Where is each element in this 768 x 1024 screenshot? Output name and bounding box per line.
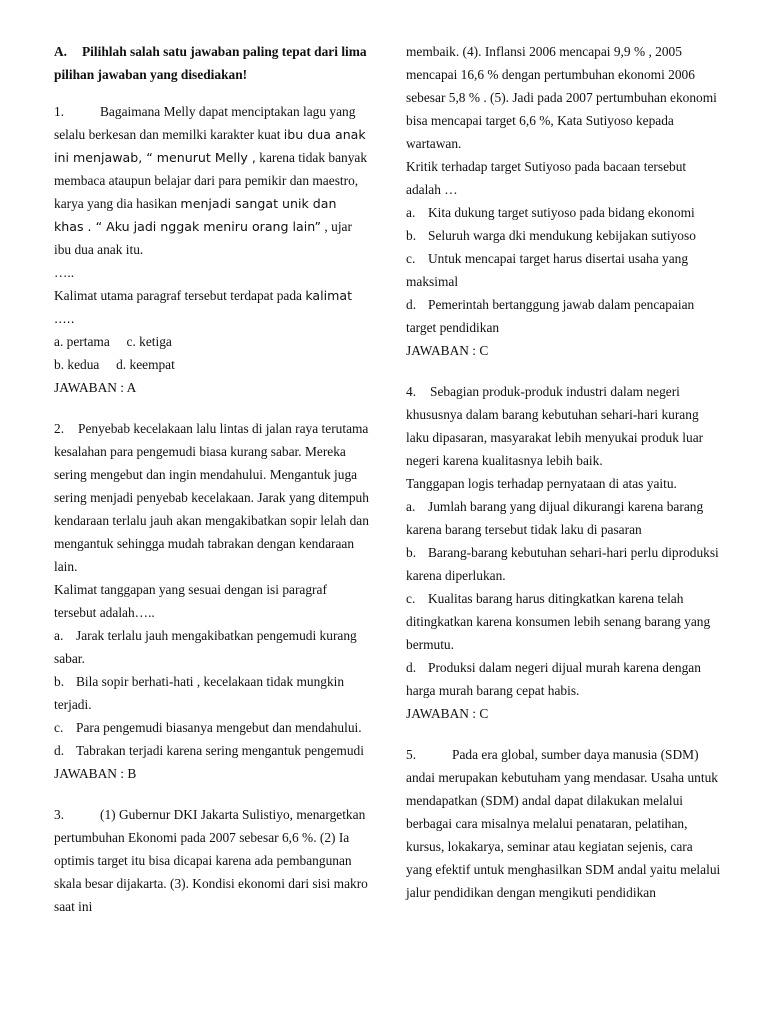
passage-text: Pada era global, sumber daya manusia (SDM) andai merupakan kebutuham yang mendasar. Usaha untuk mendapatkan (SDM) andal dapat dilakukan melalui berbagai cara misalnya melalui penataran, pelatihan, kursus, lokakarya, seminar atau kegiatan sejenis, cara yang efektif untuk menghasilkan SDM andal yaitu melalui jalur pendidikan dengan mengikuti pendidikan (406, 747, 721, 900)
option-a[interactable] (406, 201, 722, 224)
passage-text: Sebagian produk-produk industri dalam negeri khususnya dalam barang kebutuhan sehari-hari kurang laku dipasaran, masyarakat lebih menyukai produk luar negeri karena kualitasnya lebih baik. (406, 384, 704, 468)
section-label: A. (54, 44, 68, 59)
option-letter: d. (406, 297, 417, 312)
section-heading (54, 40, 370, 86)
passage-text: Penyebab kecelakaan lalu lintas di jalan raya terutama kesalahan para pengemudi biasa kurang sabar. Mereka sering mengebut dan ingin mendahului. Mengantuk juga sering menjadi penyebab kecelakaan. Jarak yang ditempuh kendaraan terlalu jauh akan mengakibatkan sopir lelah dan mengantuk sehingga mudah tabrakan dengan kendaraan lain. (54, 421, 369, 574)
question-5-passage (406, 743, 722, 904)
answer-key: JAWABAN : A (54, 380, 137, 395)
option-text: Kita dukung target sutiyoso pada bidang ekonomi (428, 205, 695, 220)
option-text: Seluruh warga dki mendukung kebijakan sutiyoso (428, 228, 696, 243)
question-4-passage (406, 380, 722, 472)
option-letter: c. (54, 720, 64, 735)
question-3-prompt: Kritik terhadap target Sutiyoso pada bacaan tersebut adalah … (406, 159, 687, 197)
option-letter: d. (54, 743, 65, 758)
option-text: Pemerintah bertanggung jawab dalam pencapaian target pendidikan (406, 297, 695, 335)
answer-key: JAWABAN : B (54, 766, 137, 781)
prompt-text: Kalimat utama paragraf tersebut terdapat pada (54, 288, 306, 303)
option-text: Bila sopir berhati-hati , kecelakaan tidak mungkin terjadi. (54, 674, 345, 712)
question-3-continued (406, 40, 722, 362)
option-letter: c. (406, 251, 416, 266)
question-1 (54, 100, 370, 399)
option-text: Produksi dalam negeri dijual murah karena dengan harga murah barang cepat habis. (406, 660, 701, 698)
option-text: Jarak terlalu jauh mengakibatkan pengemudi kurang sabar. (54, 628, 357, 666)
ellipsis: ….. (54, 265, 75, 280)
section-instruction: Pilihlah salah satu jawaban paling tepat dari lima pilihan jawaban yang disediakan! (54, 44, 367, 82)
option-b[interactable] (54, 670, 370, 716)
question-3-passage (54, 803, 370, 918)
question-4-prompt: Tanggapan logis terhadap pernyataan di atas yaitu. (406, 476, 677, 491)
question-3-start (54, 803, 370, 918)
answer-key: JAWABAN : C (406, 343, 489, 358)
option-text: Tabrakan terjadi karena sering mengantuk pengemudi (76, 743, 364, 758)
option-letter: a. (54, 628, 64, 643)
option-letter: b. (406, 545, 417, 560)
option-a[interactable] (406, 495, 722, 541)
passage-text: Bagaimana Melly dapat menciptakan lagu yang selalu berkesan dan memilki karakter kuat (54, 104, 356, 142)
option-c[interactable] (406, 247, 722, 293)
question-2-passage (54, 417, 370, 578)
question-number: 4. (406, 384, 417, 399)
option-c[interactable] (54, 716, 370, 739)
prompt-text: kalimat ….. (54, 288, 353, 326)
option-d[interactable] (406, 293, 722, 339)
question-3-passage-continued: membaik. (4). Inflansi 2006 mencapai 9,9 % , 2005 mencapai 16,6 % dengan pertumbuhan ekonomi 2006 sebesar 5,8 % . (5). Jadi pada 2007 pertumbuhan ekonomi bisa mencapai target 6,6 %, Kata Sutiyoso kepada wartawan. (406, 44, 717, 151)
option-b[interactable] (406, 541, 722, 587)
passage-text: menjadi sangat unik dan khas . “ Aku jadi nggak meniru orang lain” (54, 196, 337, 234)
option-c[interactable] (406, 587, 722, 656)
passage-text: karena tidak banyak membaca ataupun belajar dari para pemikir dan maestro, karya yang dia hasikan (54, 150, 368, 211)
option-a[interactable] (54, 624, 370, 670)
question-1-passage (54, 100, 370, 261)
option-letter: c. (406, 591, 416, 606)
right-column (406, 40, 722, 922)
option-text: Barang-barang kebutuhan sehari-hari perlu diproduksi karena diperlukan. (406, 545, 719, 583)
answer-key: JAWABAN : C (406, 706, 489, 721)
passage-text: (1) Gubernur DKI Jakarta Sulistiyo, menargetkan pertumbuhan Ekonomi pada 2007 sebesar 6,6 %. (2) Ia optimis target itu bisa dicapai karena ada pembangunan skala besar dijakarta. (3). Kondisi ekonomi dari sisi makro saat ini (54, 807, 368, 914)
option-letter: d. (406, 660, 417, 675)
option-b[interactable] (406, 224, 722, 247)
question-2-prompt: Kalimat tanggapan yang sesuai dengan isi paragraf tersebut adalah….. (54, 582, 327, 620)
option-letter: a. (406, 499, 416, 514)
question-2 (54, 417, 370, 785)
question-4 (406, 380, 722, 725)
passage-text: ibu dua anak ini menjawab, “ menurut Melly , (54, 127, 366, 165)
options-row[interactable]: b. kedua d. keempat (54, 357, 175, 372)
option-letter: b. (406, 228, 417, 243)
question-1-prompt (54, 284, 370, 330)
left-column (54, 40, 370, 936)
question-number: 2. (54, 421, 65, 436)
option-d[interactable] (54, 739, 370, 762)
passage-text: , ujar ibu dua anak itu. (54, 219, 352, 257)
option-text: Kualitas barang harus ditingkatkan karena telah ditingkatkan karena konsumen lebih senang barang yang bermutu. (406, 591, 711, 652)
question-number: 1. (54, 104, 65, 119)
option-letter: b. (54, 674, 65, 689)
option-text: Jumlah barang yang dijual dikurangi karena barang karena barang tersebut tidak laku di pasaran (406, 499, 704, 537)
question-number: 5. (406, 747, 417, 762)
options-row[interactable]: a. pertama c. ketiga (54, 334, 172, 349)
option-d[interactable] (406, 656, 722, 702)
option-text: Para pengemudi biasanya mengebut dan mendahului. (76, 720, 362, 735)
question-5 (406, 743, 722, 904)
option-letter: a. (406, 205, 416, 220)
option-text: Untuk mencapai target harus disertai usaha yang maksimal (406, 251, 689, 289)
question-number: 3. (54, 807, 65, 822)
